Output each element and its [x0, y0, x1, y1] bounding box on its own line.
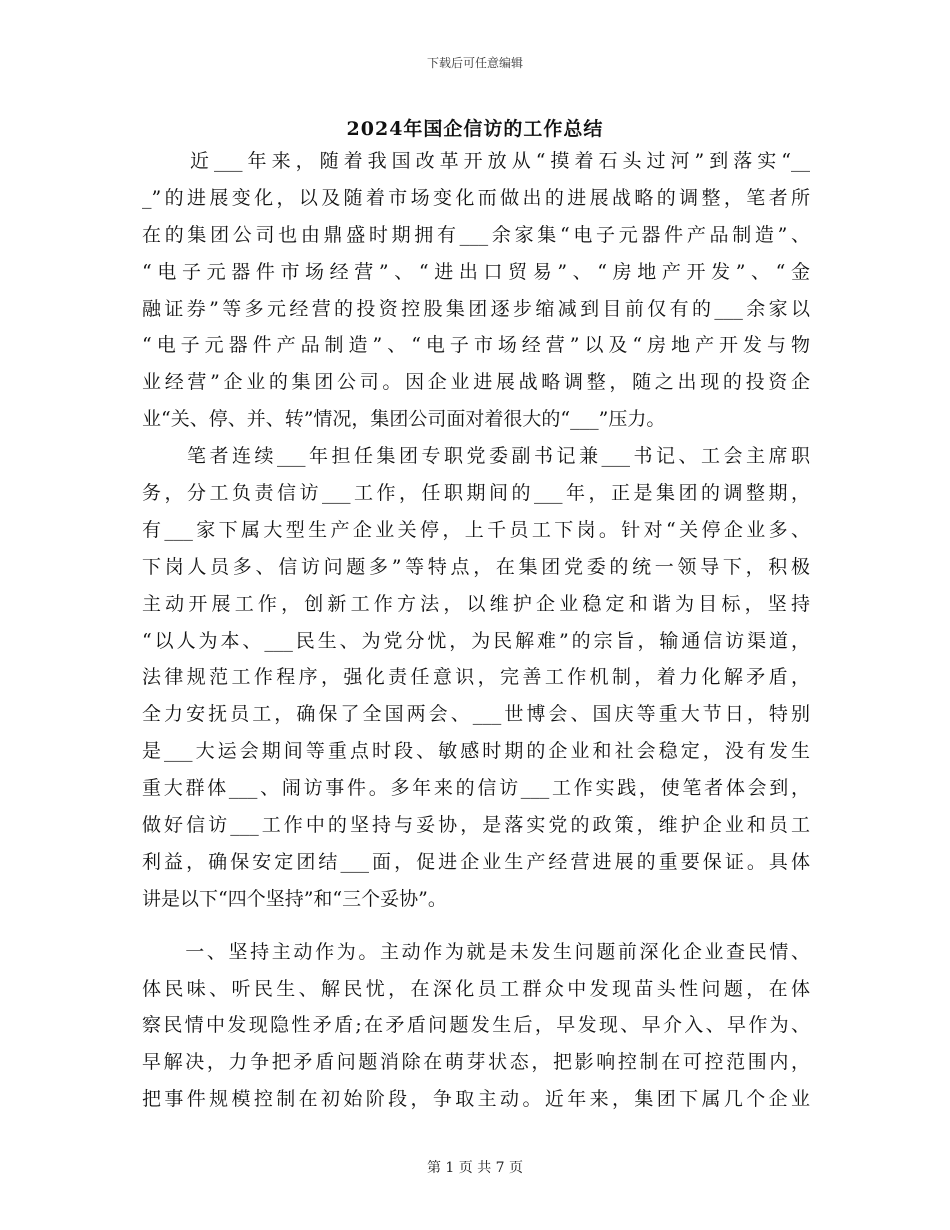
text-line: 全力安抚员工，确保了全国两会、___世博会、国庆等重大节日，特别 — [142, 703, 810, 726]
text-line: 融证券”等多元经营的投资控股集团逐步缩减到目前仅有的___余家以 — [142, 297, 810, 320]
text-line: 做好信访___工作中的坚持与妥协，是落实党的政策，维护企业和员工 — [142, 814, 810, 837]
text-line: “以人为本、___民生、为党分忧，为民解难”的宗旨，输通信访渠道， — [142, 629, 810, 652]
text-line: 是___大运会期间等重点时段、敏感时期的企业和社会稳定，没有发生 — [142, 740, 810, 763]
text-line: 讲是以下“四个坚持”和“三个妥协”。 — [142, 887, 447, 910]
text-line: 把事件规模控制在初始阶段，争取主动。近年来，集团下属几个企业 — [142, 1088, 810, 1111]
text-line: 重大群体___、闹访事件。多年来的信访___工作实践，使笔者体会到， — [142, 777, 810, 800]
text-line: 笔者连续___年担任集团专职党委副书记兼___书记、工会主席职 — [142, 445, 810, 468]
page-number: 第 1 页 共 7 页 — [426, 1160, 524, 1176]
text-line: 在的集团公司也由鼎盛时期拥有___余家集“电子元器件产品制造”、 — [142, 223, 810, 246]
paragraph-2 — [142, 438, 810, 918]
paragraph-spacing — [142, 918, 810, 934]
text-line: “电子元器件产品制造”、“电子市场经营”以及“房地产开发与物 — [142, 334, 810, 357]
text-line: 近___年来，随着我国改革开放从“摸着石头过河”到落实“__ — [142, 150, 810, 172]
text-line: _”的进展变化，以及随着市场变化而做出的进展战略的调整，笔者所 — [142, 186, 810, 209]
text-line: 一、坚持主动作为。主动作为就是未发生问题前深化企业查民情、 — [142, 940, 810, 963]
text-line: 早解决，力争把矛盾问题消除在萌芽状态，把影响控制在可控范围内， — [142, 1051, 810, 1074]
paragraph-1 — [142, 143, 810, 438]
page-header-note: 下载后可任意编辑 — [426, 56, 523, 70]
text-line: “电子元器件市场经营”、“进出口贸易”、“房地产开发”、“金 — [142, 260, 810, 283]
paragraph-3 — [142, 934, 810, 1118]
text-line: 察民情中发现隐性矛盾;在矛盾问题发生后，早发现、早介入、早作为、 — [142, 1014, 810, 1037]
document-title: 2024年国企信访的工作总结 — [346, 118, 604, 140]
text-line: 下岗人员多、信访问题多”等特点，在集团党委的统一领导下，积极 — [142, 555, 810, 578]
document-body — [142, 143, 810, 1118]
text-line: 体民味、听民生、解民忧，在深化员工群众中发现苗头性问题，在体 — [142, 977, 810, 1000]
text-line: 主动开展工作，创新工作方法，以维护企业稳定和谐为目标，坚持 — [142, 592, 810, 615]
text-line: 务，分工负责信访___工作，任职期间的___年，正是集团的调整期， — [142, 482, 810, 505]
text-line: 有___家下属大型生产企业关停，上千员工下岗。针对“关停企业多、 — [142, 518, 810, 541]
text-line: 法律规范工作程序，强化责任意识，完善工作机制，着力化解矛盾， — [142, 666, 810, 689]
text-line: 利益，确保安定团结___面，促进企业生产经营进展的重要保证。具体 — [142, 850, 810, 873]
text-line: 业经营”企业的集团公司。因企业进展战略调整，随之出现的投资企 — [142, 371, 810, 394]
text-line: 业“关、停、并、转”情况，集团公司面对着很大的“___”压力。 — [142, 408, 666, 431]
